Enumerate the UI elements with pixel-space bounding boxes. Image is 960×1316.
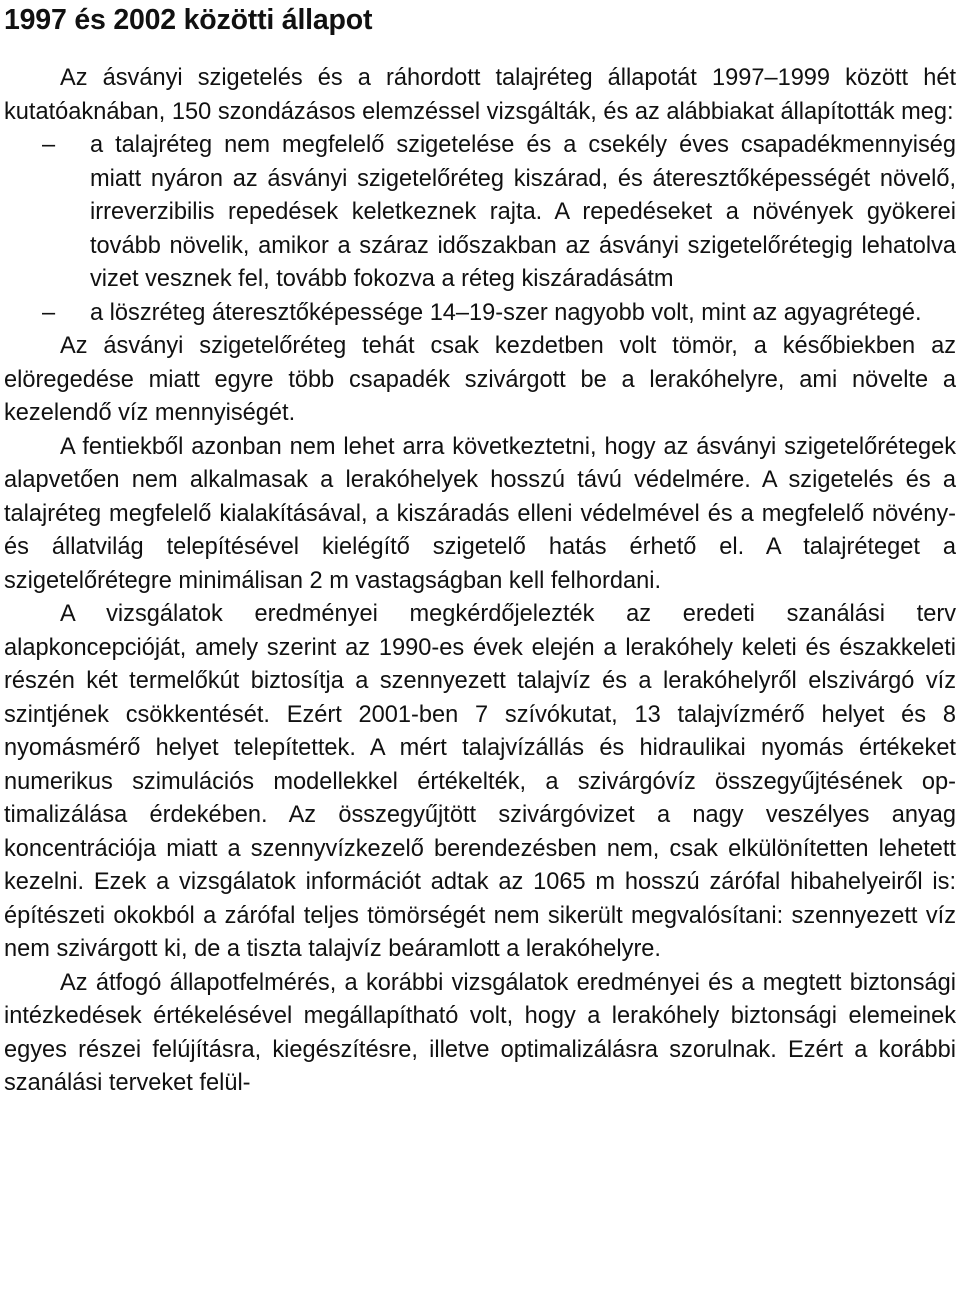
- list-item: [4, 297, 956, 331]
- paragraph: A fentiekből azonban nem lehet arra következtetni, hogy az ásványi szigetelőrétegek alapvetően nem alkalmasak a lerakóhelyek hosszú távú védelmére. A szigetelés és a talajréteg megfelelő kialakításával, a kiszáradás elleni védelmével és a megfelelő növény- és állatvilág telepítésével kielégítő szigetelő hatás érhető el. A talajréteget a szigetelőrétegre minimálisan 2 m vastagságban kell felhordani.: [4, 433, 956, 594]
- findings-list: [4, 129, 956, 330]
- dash-bullet: –: [42, 299, 56, 326]
- list-item-text: a löszréteg áteresztőképessége 14–19-szer nagyobb volt, mint az agyagrétegé.: [90, 299, 922, 326]
- document-body: [4, 62, 956, 1101]
- section-heading: 1997 és 2002 közötti állapot: [4, 4, 373, 36]
- list-item: [4, 129, 956, 297]
- list-item-text: a talajréteg nem megfelelő szigetelése és a csekély éves csapadékmennyiség miatt nyáron az ásványi szigetelőréteg kiszárad, és áteresztőképességét növelő, irreverzibilis repedések keletkeznek rajta. A repedéseket a növények gyökerei tovább növelik, amikor a száraz időszakban az ásványi szigetelőrétegig lehatolva vizet vesznek fel, tovább fokozva a réteg kiszáradásátm: [90, 132, 956, 292]
- dash-bullet: –: [42, 132, 56, 158]
- paragraph: Az átfogó állapotfelmérés, a korábbi vizsgálatok eredményei és a megtett biztonsági intézkedések értékelésével megállapítható volt, hogy a lerakóhely biztonsági elemeinek egyes részei felújításra, kiegészítésre, illetve optimalizálásra szorulnak. Ezért a korábbi szanálási terveket felül-: [4, 969, 956, 1096]
- document-page: [4, 0, 956, 1101]
- paragraph: Az ásványi szigetelőréteg tehát csak kezdetben volt tömör, a későbiekben az elöregedése miatt egyre több csapadék szivárgott be a lerakóhelyre, ami növelte a kezelendő víz mennyiségét.: [4, 333, 956, 426]
- paragraph: A vizsgálatok eredményei megkérdőjelezték az eredeti szanálási terv alapkoncepcióját, amely szerint az 1990-es évek elején a lerakóhely keleti és északkeleti részén két termelőkút biztosítja a szennyezett talajvíz és a lerakóhelyről elszivárgó víz szintjének csökkentését. Ezért 2001-ben 7 szívókutat, 13 talajvízmérő helyet és 8 nyomásmérő helyet telepítettek. A mért talajvízállás és hidraulikai nyomás értékeket numerikus szimulációs modellekkel értékelték, a szivárgóvíz összegyűjtésének optimalizálása érdekében. Az összegyűjtött szivárgóvizet a nagy veszélyes anyag koncentrációja miatt a szennyvízkezelő berendezésben nem, csak elkülönítetten lehetett kezelni. Ezek a vizsgálatok információt adtak az 1065 m hosszú zárófal hibahelyeiről is: építészeti okokból a zárófal teljes tömörségét nem sikerült megvalósítani: szennyezett víz nem szivárgott ki, de a tiszta talajvíz beáramlott a lerakóhelyre.: [4, 601, 956, 962]
- intro-paragraph: Az ásványi szigetelés és a ráhordott talajréteg állapotát 1997–1999 között hét kutatóaknában, 150 szondázásos elemzéssel vizsgálták, és az alábbiakat állapították meg:: [4, 65, 956, 125]
